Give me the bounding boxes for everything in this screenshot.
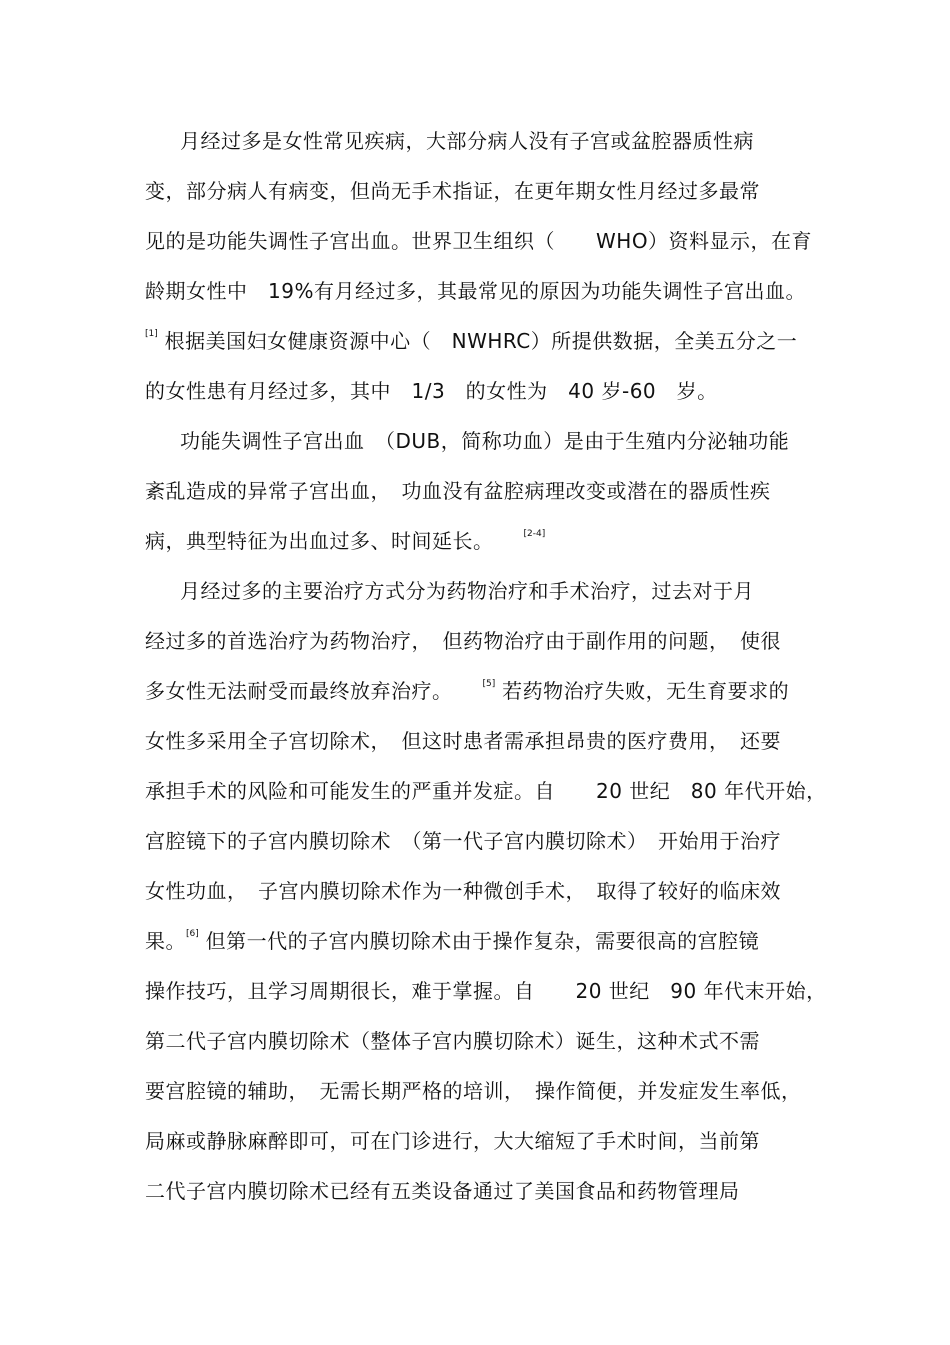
paragraph-2-line-2: 紊乱造成的异常子宫出血， 功血没有盆腔病理改变或潜在的器质性疾 [145,479,771,503]
paragraph-3-line-3-text-b: 若药物治疗失败，无生育要求的 [495,679,790,703]
paragraph-3-line-5: 承担手术的风险和可能发生的严重并发症。自 20 世纪 80 年代开始， [145,779,827,803]
paragraph-3-line-10: 第二代子宫内膜切除术（整体子宫内膜切除术）诞生，这种术式不需 [145,1029,760,1053]
paragraph-3-line-8-text-a: 果。 [145,929,186,953]
citation-1: [1] [145,329,158,339]
paragraph-3-line-8 [145,924,825,958]
paragraph-3-line-3-text-a: 多女性无法耐受而最终放弃治疗。 [145,679,453,703]
paragraph-1-line-2: 变，部分病人有病变，但尚无手术指证，在更年期女性月经过多最常 [145,179,760,203]
paragraph-3-line-7: 女性功血， 子宫内膜切除术作为一种微创手术， 取得了较好的临床效 [145,879,781,903]
paragraph-2-line-1: 功能失调性子宫出血 （DUB，简称功血）是由于生殖内分泌轴功能 [180,429,790,453]
paragraph-1-line-4: 龄期女性中 19%有月经过多，其最常见的原因为功能失调性子宫出血。 [145,279,806,303]
paragraph-3-line-8-text-b: 但第一代的子宫内膜切除术由于操作复杂，需要很高的宫腔镜 [198,929,760,953]
paragraph-1-line-5 [145,324,825,358]
paragraph-3-line-1: 月经过多的主要治疗方式分为药物治疗和手术治疗，过去对于月 [180,579,754,603]
paragraph-1-line-3: 见的是功能失调性子宫出血。世界卫生组织（ WHO）资料显示，在育 [145,229,813,253]
paragraph-1-line-5-text: 根据美国妇女健康资源中心（ NWHRC）所提供数据，全美五分之一 [157,329,798,353]
paragraph-3-line-6: 宫腔镜下的子宫内膜切除术 （第一代子宫内膜切除术） 开始用于治疗 [145,829,781,853]
paragraph-3-line-11: 要宫腔镜的辅助， 无需长期严格的培训， 操作简便，并发症发生率低， [145,1079,802,1103]
paragraph-1-line-6: 的女性患有月经过多，其中 1/3 的女性为 40 岁-60 岁。 [145,379,718,403]
citation-5: [5] [482,679,496,689]
paragraph-3-line-3 [145,674,825,708]
citation-2-4: [2-4] [523,529,546,539]
paragraph-3-line-9: 操作技巧，且学习周期很长，难于掌握。自 20 世纪 90 年代末开始， [145,979,827,1003]
paragraph-3-line-4: 女性多采用全子宫切除术， 但这时患者需承担昂贵的医疗费用， 还要 [145,729,781,753]
paragraph-2-line-3-text: 病，典型特征为出血过多、时间延长。 [145,529,494,553]
paragraph-3-line-2: 经过多的首选治疗为药物治疗， 但药物治疗由于副作用的问题， 使很 [145,629,781,653]
paragraph-2-line-3 [145,524,825,558]
paragraph-3-line-13: 二代子宫内膜切除术已经有五类设备通过了美国食品和药物管理局 [145,1179,740,1203]
paragraph-1-line-1: 月经过多是女性常见疾病，大部分病人没有子宫或盆腔器质性病 [180,129,754,153]
paragraph-3-line-12: 局麻或静脉麻醉即可，可在门诊进行，大大缩短了手术时间，当前第 [145,1129,760,1153]
citation-6: [6] [186,929,199,939]
